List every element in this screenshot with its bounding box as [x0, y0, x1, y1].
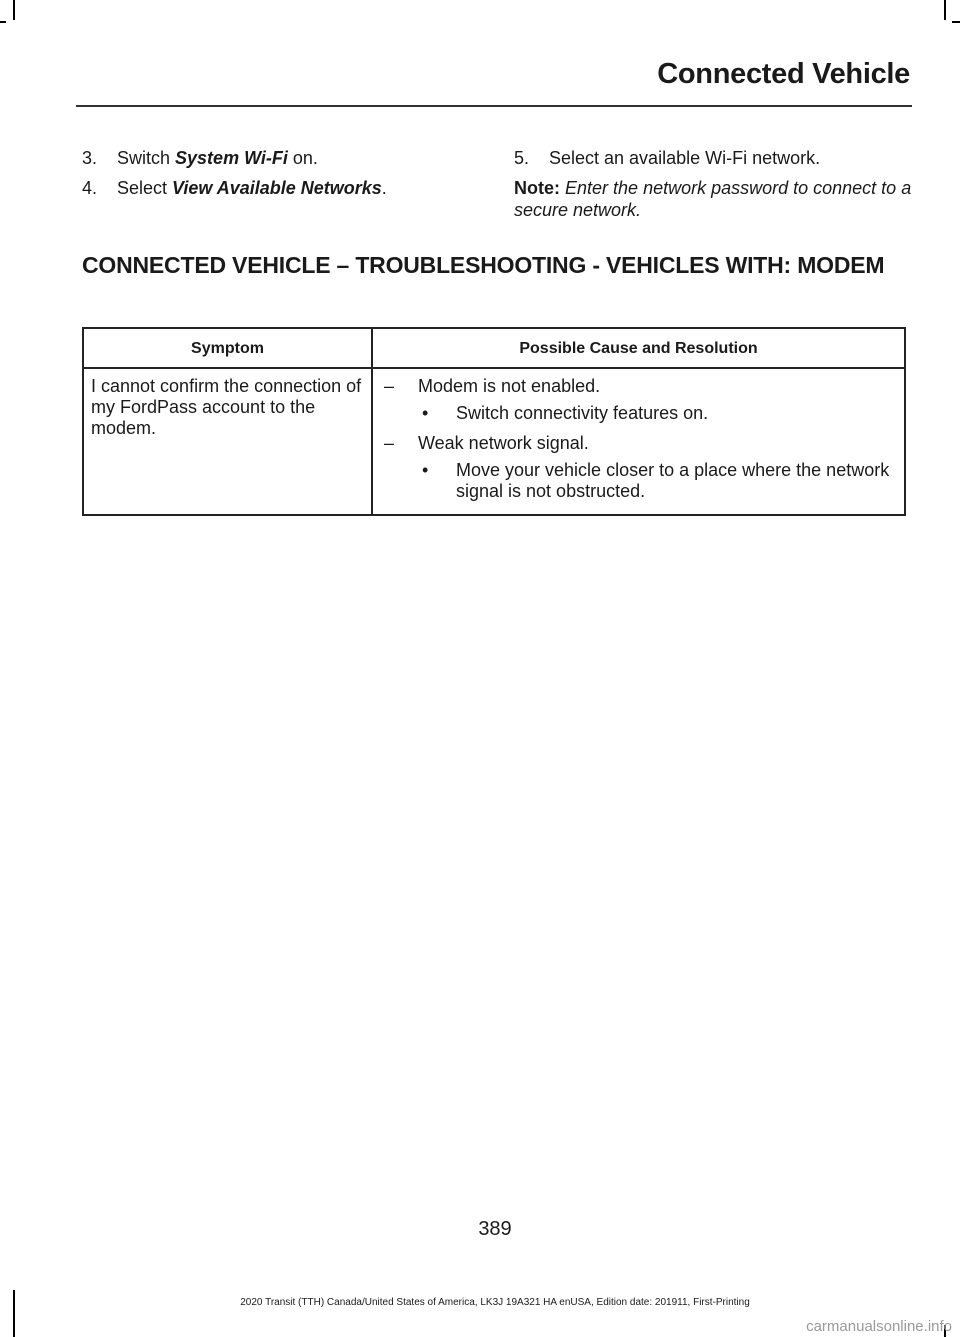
step-item — [514, 147, 914, 169]
crop-mark — [0, 21, 6, 23]
crop-mark — [952, 21, 960, 23]
column-header-symptom: Symptom — [83, 328, 372, 368]
cause-item — [380, 433, 897, 454]
column-header-cause: Possible Cause and Resolution — [372, 328, 905, 368]
ui-term: View Available Networks — [172, 178, 382, 198]
step-item — [82, 177, 482, 199]
table-header-row — [83, 328, 905, 368]
resolution-text: Move your vehicle closer to a place where the network signal is not obstructed. — [456, 460, 890, 501]
bullet-marker: • — [422, 460, 429, 480]
resolution-item — [419, 403, 897, 424]
dash-marker: – — [384, 433, 395, 453]
crop-mark — [944, 0, 946, 20]
table-row — [83, 368, 905, 515]
section-heading: CONNECTED VEHICLE – TROUBLESHOOTING - VEHICLES WITH: MODEM — [82, 252, 885, 278]
steps-right-column — [514, 147, 914, 221]
step-number: 5. — [514, 148, 530, 168]
note — [514, 177, 914, 221]
ui-term: System Wi-Fi — [175, 148, 288, 168]
cause-text: Modem is not enabled. — [418, 376, 601, 396]
bullet-marker: • — [422, 403, 429, 423]
cause-cell — [372, 368, 905, 515]
page-title: Connected Vehicle — [657, 58, 910, 90]
cause-text: Weak network signal. — [418, 433, 589, 453]
resolution-text: Switch connectivity features on. — [456, 403, 709, 423]
edition-footer: 2020 Transit (TTH) Canada/United States of America, LK3J 19A321 HA enUSA, Edition date: 201911, First-Printing — [240, 1297, 750, 1308]
step-number: 4. — [82, 178, 98, 198]
resolution-item — [419, 460, 897, 502]
step-text: Select View Available Networks. — [117, 178, 387, 198]
steps-left-column — [82, 147, 482, 207]
header-divider — [76, 105, 912, 107]
crop-mark — [13, 0, 15, 20]
step-text: Switch System Wi-Fi on. — [117, 148, 318, 168]
note-text: Enter the network password to connect to a secure network. — [514, 178, 912, 220]
step-item — [82, 147, 482, 169]
step-number: 3. — [82, 148, 98, 168]
troubleshooting-table — [82, 327, 906, 516]
symptom-cell: I cannot confirm the connection of my FordPass account to the modem. — [83, 368, 372, 515]
dash-marker: – — [384, 376, 395, 396]
step-text: Select an available Wi-Fi network. — [549, 148, 821, 168]
cause-item — [380, 376, 897, 397]
watermark: carmanualsonline.info — [806, 1318, 952, 1335]
page-number: 389 — [478, 1218, 512, 1240]
note-label: Note: — [514, 178, 560, 198]
